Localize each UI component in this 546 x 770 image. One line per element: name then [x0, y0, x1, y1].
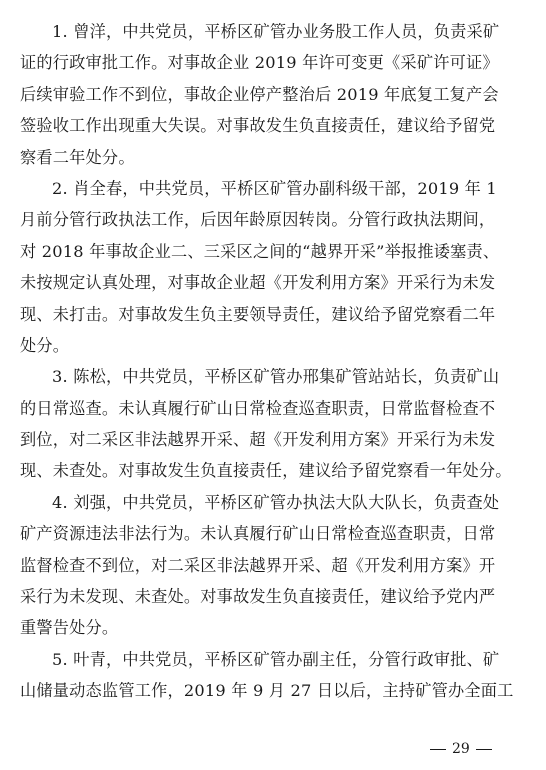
page-footer	[424, 740, 498, 758]
text-line: 处分。	[20, 335, 70, 355]
text-line: 监督检查不到位，对二采区非法越界开采、超《开发利用方案》开	[20, 555, 496, 575]
text-line: 重警告处分。	[20, 618, 119, 638]
text-line: 2. 肖全春，中共党员，平桥区矿管办副科级干部，2019 年 1	[52, 178, 497, 198]
footer-dash-left	[430, 749, 446, 750]
text-line: 山储量动态监管工作，2019 年 9 月 27 日以后，主持矿管办全面工	[20, 681, 514, 701]
text-line: 察看二年处分。	[20, 147, 135, 167]
text-line: 未按规定认真处理，对事故企业超《开发利用方案》开采行为未发	[20, 273, 496, 293]
footer-dash-right	[476, 749, 492, 750]
text-line: 后续审验工作不到位，事故企业停产整治后 2019 年底复工复产会	[20, 84, 499, 104]
text-line: 现、未查处。对事故发生负直接责任，建议给予留党察看一年处分。	[20, 461, 512, 481]
text-line: 证的行政审批工作。对事故企业 2019 年许可变更《采矿许可证》	[20, 53, 499, 73]
text-line: 4. 刘强，中共党员，平桥区矿管办执法大队大队长，负责查处	[52, 492, 500, 512]
paragraph-5	[20, 644, 526, 707]
paragraph-4	[20, 487, 526, 644]
document-body	[20, 16, 526, 707]
text-line: 对 2018 年事故企业二、三采区之间的“越界开采”举报推诿塞责、	[20, 241, 500, 261]
text-line: 到位，对二采区非法越界开采、超《开发利用方案》开采行为未发	[20, 430, 496, 450]
text-line: 5. 叶青，中共党员，平桥区矿管办副主任，分管行政审批、矿	[52, 649, 500, 669]
paragraph-3	[20, 361, 526, 487]
text-line: 月前分管行政执法工作，后因年龄原因转岗。分管行政执法期间，	[20, 210, 496, 230]
text-line: 3. 陈松，中共党员，平桥区矿管办邢集矿管站站长，负责矿山	[52, 367, 500, 387]
text-line: 矿产资源违法非法行为。未认真履行矿山日常检查巡查职责，日常	[20, 524, 496, 544]
text-line: 的日常巡查。未认真履行矿山日常检查巡查职责，日常监督检查不	[20, 398, 496, 418]
paragraph-2	[20, 173, 526, 361]
paragraph-1	[20, 16, 526, 173]
page-number: 29	[452, 741, 470, 757]
text-line: 签验收工作出现重大失误。对事故发生负直接责任，建议给予留党	[20, 116, 496, 136]
text-line: 现、未打击。对事故发生负主要领导责任，建议给予留党察看二年	[20, 304, 496, 324]
text-line: 采行为未发现、未查处。对事故发生负直接责任，建议给予党内严	[20, 587, 496, 607]
text-line: 1. 曾洋，中共党员，平桥区矿管办业务股工作人员，负责采矿	[52, 22, 500, 41]
